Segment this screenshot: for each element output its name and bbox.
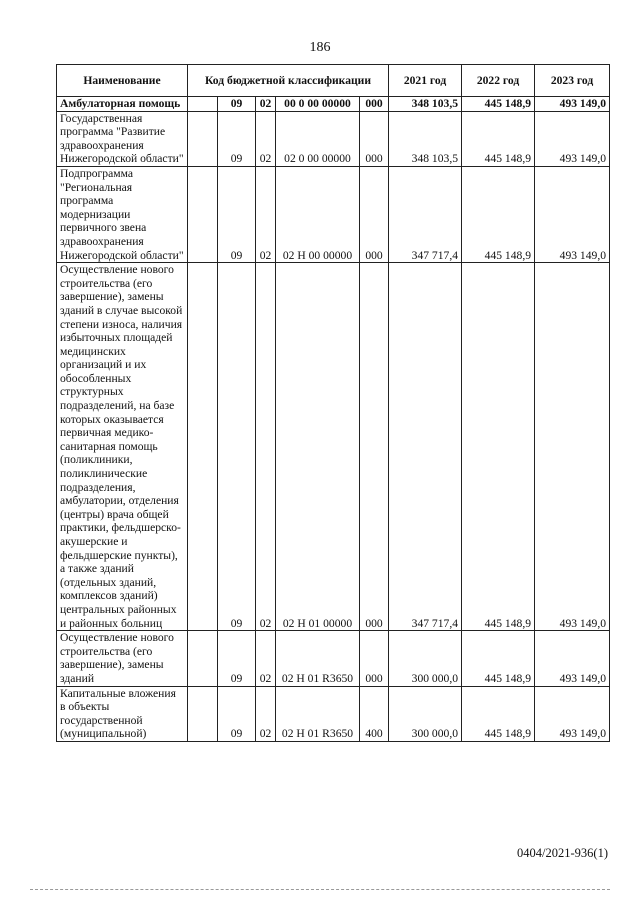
value-2023: 493 149,0 bbox=[535, 263, 610, 631]
section-code: 09 bbox=[218, 166, 256, 262]
table-row bbox=[57, 263, 610, 631]
table-row bbox=[57, 631, 610, 686]
expense-code: 000 bbox=[360, 631, 389, 686]
target-code: 02 Н 01 R3650 bbox=[276, 686, 360, 741]
target-code: 02 Н 01 R3650 bbox=[276, 631, 360, 686]
value-2023: 493 149,0 bbox=[535, 686, 610, 741]
expense-code: 000 bbox=[360, 166, 389, 262]
table-header-row bbox=[57, 65, 610, 97]
row-name: Амбулаторная помощь bbox=[57, 97, 188, 112]
row-name: Осуществление нового строительства (его завершение), замены зданий в случае высокой степени износа, наличия избыточных площадей медицинских организаций и их обособленных структурных подразделений, на базе которых оказывается первичная медико-санитарная помощь (поликлиники, поликлинические подразделения, амбулатории, отделения (центры) врача общей практики, фельдшерско-акушерские и фельдшерские пункты), а также зданий (отдельных зданий, комплексов зданий) центральных районных и районных больниц bbox=[57, 263, 188, 631]
subsection-code: 02 bbox=[256, 111, 276, 166]
expense-code: 000 bbox=[360, 263, 389, 631]
value-2021: 348 103,5 bbox=[389, 111, 462, 166]
expense-code: 000 bbox=[360, 97, 389, 112]
row-name: Государственная программа "Развитие здравоохранения Нижегородской области" bbox=[57, 111, 188, 166]
value-2021: 347 717,4 bbox=[389, 263, 462, 631]
table-row bbox=[57, 166, 610, 262]
value-2022: 445 148,9 bbox=[462, 686, 535, 741]
header-name: Наименование bbox=[57, 65, 188, 97]
blank-cell bbox=[188, 686, 218, 741]
row-name: Осуществление нового строительства (его завершение), замены зданий bbox=[57, 631, 188, 686]
header-2023: 2023 год bbox=[535, 65, 610, 97]
value-2023: 493 149,0 bbox=[535, 97, 610, 112]
table-row bbox=[57, 111, 610, 166]
target-code: 02 Н 00 00000 bbox=[276, 166, 360, 262]
value-2022: 445 148,9 bbox=[462, 97, 535, 112]
blank-cell bbox=[188, 97, 218, 112]
row-name: Капитальные вложения в объекты государственной (муниципальной) bbox=[57, 686, 188, 741]
subsection-code: 02 bbox=[256, 631, 276, 686]
document-code: 0404/2021-936(1) bbox=[517, 846, 608, 860]
expense-code: 400 bbox=[360, 686, 389, 741]
value-2022: 445 148,9 bbox=[462, 631, 535, 686]
value-2021: 300 000,0 bbox=[389, 631, 462, 686]
blank-cell bbox=[188, 166, 218, 262]
row-name: Подпрограмма "Региональная программа модернизации первичного звена здравоохранения Нижегородской области" bbox=[57, 166, 188, 262]
section-code: 09 bbox=[218, 631, 256, 686]
target-code: 02 Н 01 00000 bbox=[276, 263, 360, 631]
value-2021: 300 000,0 bbox=[389, 686, 462, 741]
target-code: 00 0 00 00000 bbox=[276, 97, 360, 112]
value-2022: 445 148,9 bbox=[462, 111, 535, 166]
header-2022: 2022 год bbox=[462, 65, 535, 97]
section-code: 09 bbox=[218, 97, 256, 112]
value-2022: 445 148,9 bbox=[462, 166, 535, 262]
budget-table bbox=[56, 64, 610, 742]
subsection-code: 02 bbox=[256, 686, 276, 741]
blank-cell bbox=[188, 631, 218, 686]
value-2022: 445 148,9 bbox=[462, 263, 535, 631]
expense-code: 000 bbox=[360, 111, 389, 166]
value-2023: 493 149,0 bbox=[535, 631, 610, 686]
header-code: Код бюджетной классификации bbox=[188, 65, 389, 97]
section-code: 09 bbox=[218, 686, 256, 741]
value-2023: 493 149,0 bbox=[535, 111, 610, 166]
section-code: 09 bbox=[218, 111, 256, 166]
table-row bbox=[57, 686, 610, 741]
blank-cell bbox=[188, 263, 218, 631]
section-code: 09 bbox=[218, 263, 256, 631]
header-2021: 2021 год bbox=[389, 65, 462, 97]
subsection-code: 02 bbox=[256, 97, 276, 112]
value-2021: 348 103,5 bbox=[389, 97, 462, 112]
value-2023: 493 149,0 bbox=[535, 166, 610, 262]
blank-cell bbox=[188, 111, 218, 166]
target-code: 02 0 00 00000 bbox=[276, 111, 360, 166]
page-number: 186 bbox=[309, 40, 331, 55]
subsection-code: 02 bbox=[256, 263, 276, 631]
value-2021: 347 717,4 bbox=[389, 166, 462, 262]
table-row bbox=[57, 97, 610, 112]
subsection-code: 02 bbox=[256, 166, 276, 262]
page-bottom-divider bbox=[30, 889, 610, 891]
